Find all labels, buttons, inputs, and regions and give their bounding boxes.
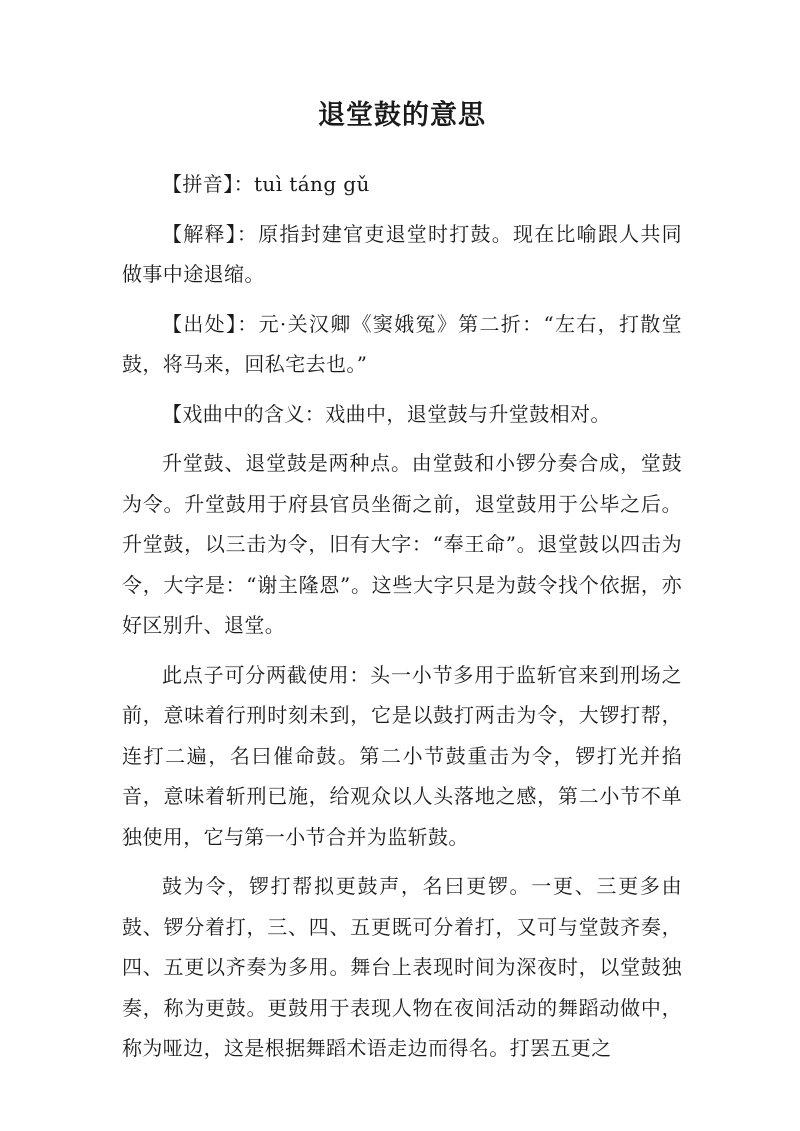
paragraph-opera-meaning: 【戏曲中的含义：戏曲中，退堂鼓与升堂鼓相对。 — [162, 401, 611, 426]
paragraph-pinyin: 【拼音】：tuì táng gǔ — [162, 172, 370, 196]
paragraph-body: 升堂鼓、退堂鼓是两种点。由堂鼓和小锣分奏合成，堂鼓为令。升堂鼓用于府县官员坐衙之前，退堂鼓用于公毕之后。升堂鼓，以三击为令，旧有大字：“奉王命”。退堂鼓以四击为令，大字是：“谢主隆恩”。这些大字只是为鼓令找个依据，亦好区别升、退堂。 — [122, 451, 682, 637]
paragraph-body: 鼓为令，锣打帮拟更鼓声，名曰更锣。一更、三更多由鼓、锣分着打，三、四、五更既可分着打，又可与堂鼓齐奏，四、五更以齐奏为多用。舞台上表现时间为深夜时，以堂鼓独奏，称为更鼓。更鼓用于表现人物在夜间活动的舞蹈动做中，称为哑边，这是根据舞蹈术语走边而得名。打罢五更之 — [122, 874, 682, 1060]
document-title: 退堂鼓的意思 — [318, 100, 486, 131]
paragraph-explanation: 【解释】：原指封建官吏退堂时打鼓。现在比喻跟人共同做事中途退缩。 — [122, 221, 682, 286]
paragraph-body: 此点子可分两截使用：头一小节多用于监斩官来到刑场之前，意味着行刑时刻未到，它是以鼓打两击为令，大锣打帮，连打二遍，名曰催命鼓。第二小节鼓重击为令，锣打光并掐音，意味着斩刑已施，给观众以人头落地之感，第二小节不单独使用，它与第一小节合并为监斩鼓。 — [122, 662, 682, 849]
paragraph-source: 【出处】：元·关汉卿《窦娥冤》第二折：“左右，打散堂鼓，将马来，回私宅去也。” — [122, 311, 682, 376]
